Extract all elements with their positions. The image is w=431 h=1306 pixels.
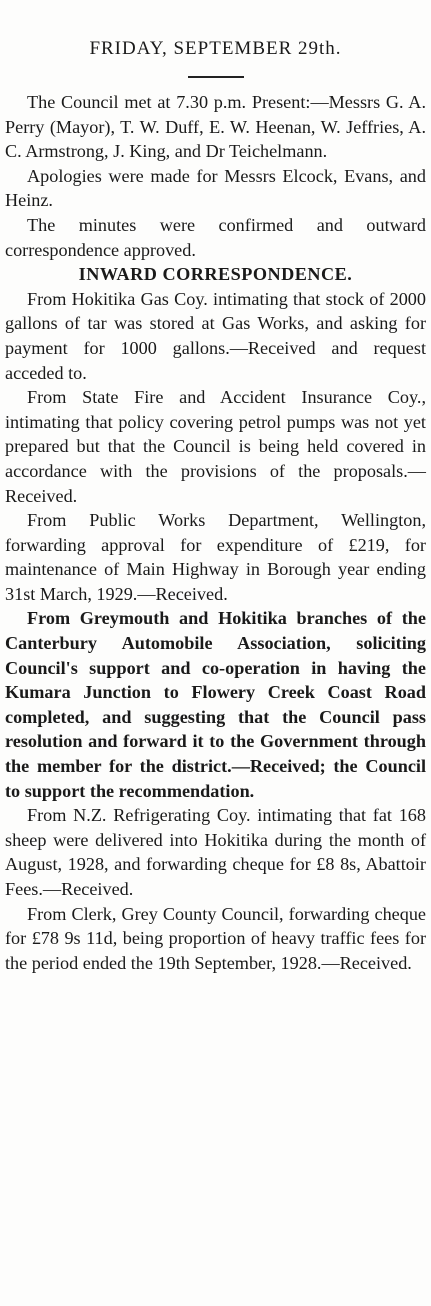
refrigerating-coy-paragraph: From N.Z. Refrigerating Coy. intimating that fat 168 sheep were delivered into Hokitika during the month of August, 1928, and forwarding cheque for £8 8s, Abattoir Fees.—Received. — [5, 805, 426, 899]
public-works-paragraph: From Public Works Department, Wellington, forwarding approval for expenditure of £219, for maintenance of Main Highway in Borough year ending 31st March, 1929.—Received. — [5, 510, 426, 604]
insurance-coy-paragraph: From State Fire and Accident Insurance Coy., intimating that policy covering petrol pumps was not yet prepared but that the Council is being held covered in accordance with the provisions of the proposals.—Received. — [5, 387, 426, 506]
automobile-association-paragraph: From Greymouth and Hokitika branches of the Canterbury Automobile Association, soliciting Council's support and co-operation in having the Kumara Junction to Flowery Creek Coast Road completed, and suggesting that the Council pass resolution and forward it to the Government through the member for the district.—Received; the Council to support the recommendation. — [5, 608, 426, 801]
apologies-paragraph: Apologies were made for Messrs Elcock, Evans, and Heinz. — [5, 165, 426, 211]
dateline-heading: FRIDAY, SEPTEMBER 29th. — [89, 38, 342, 59]
meeting-attendance-paragraph: The Council met at 7.30 p.m. Present:—Messrs G. A. Perry (Mayor), T. W. Duff, E. W. Heenan, W. Jeffries, A. C. Armstrong, J. King, and Dr Teichelmann. — [5, 92, 426, 162]
gas-coy-paragraph: From Hokitika Gas Coy. intimating that stock of 2000 gallons of tar was stored at Gas Works, and asking for payment for 1000 gallons.—Received and request acceded to. — [5, 288, 426, 383]
inward-correspondence-heading: INWARD CORRESPONDENCE. — [78, 264, 353, 285]
grey-county-paragraph: From Clerk, Grey County Council, forwarding cheque for £78 9s 11d, being proportion of heavy traffic fees for the period ended the 19th September, 1928.—Received. — [5, 903, 426, 973]
minutes-paragraph: The minutes were confirmed and outward correspondence approved. — [5, 214, 426, 260]
heading-rule — [188, 76, 244, 78]
